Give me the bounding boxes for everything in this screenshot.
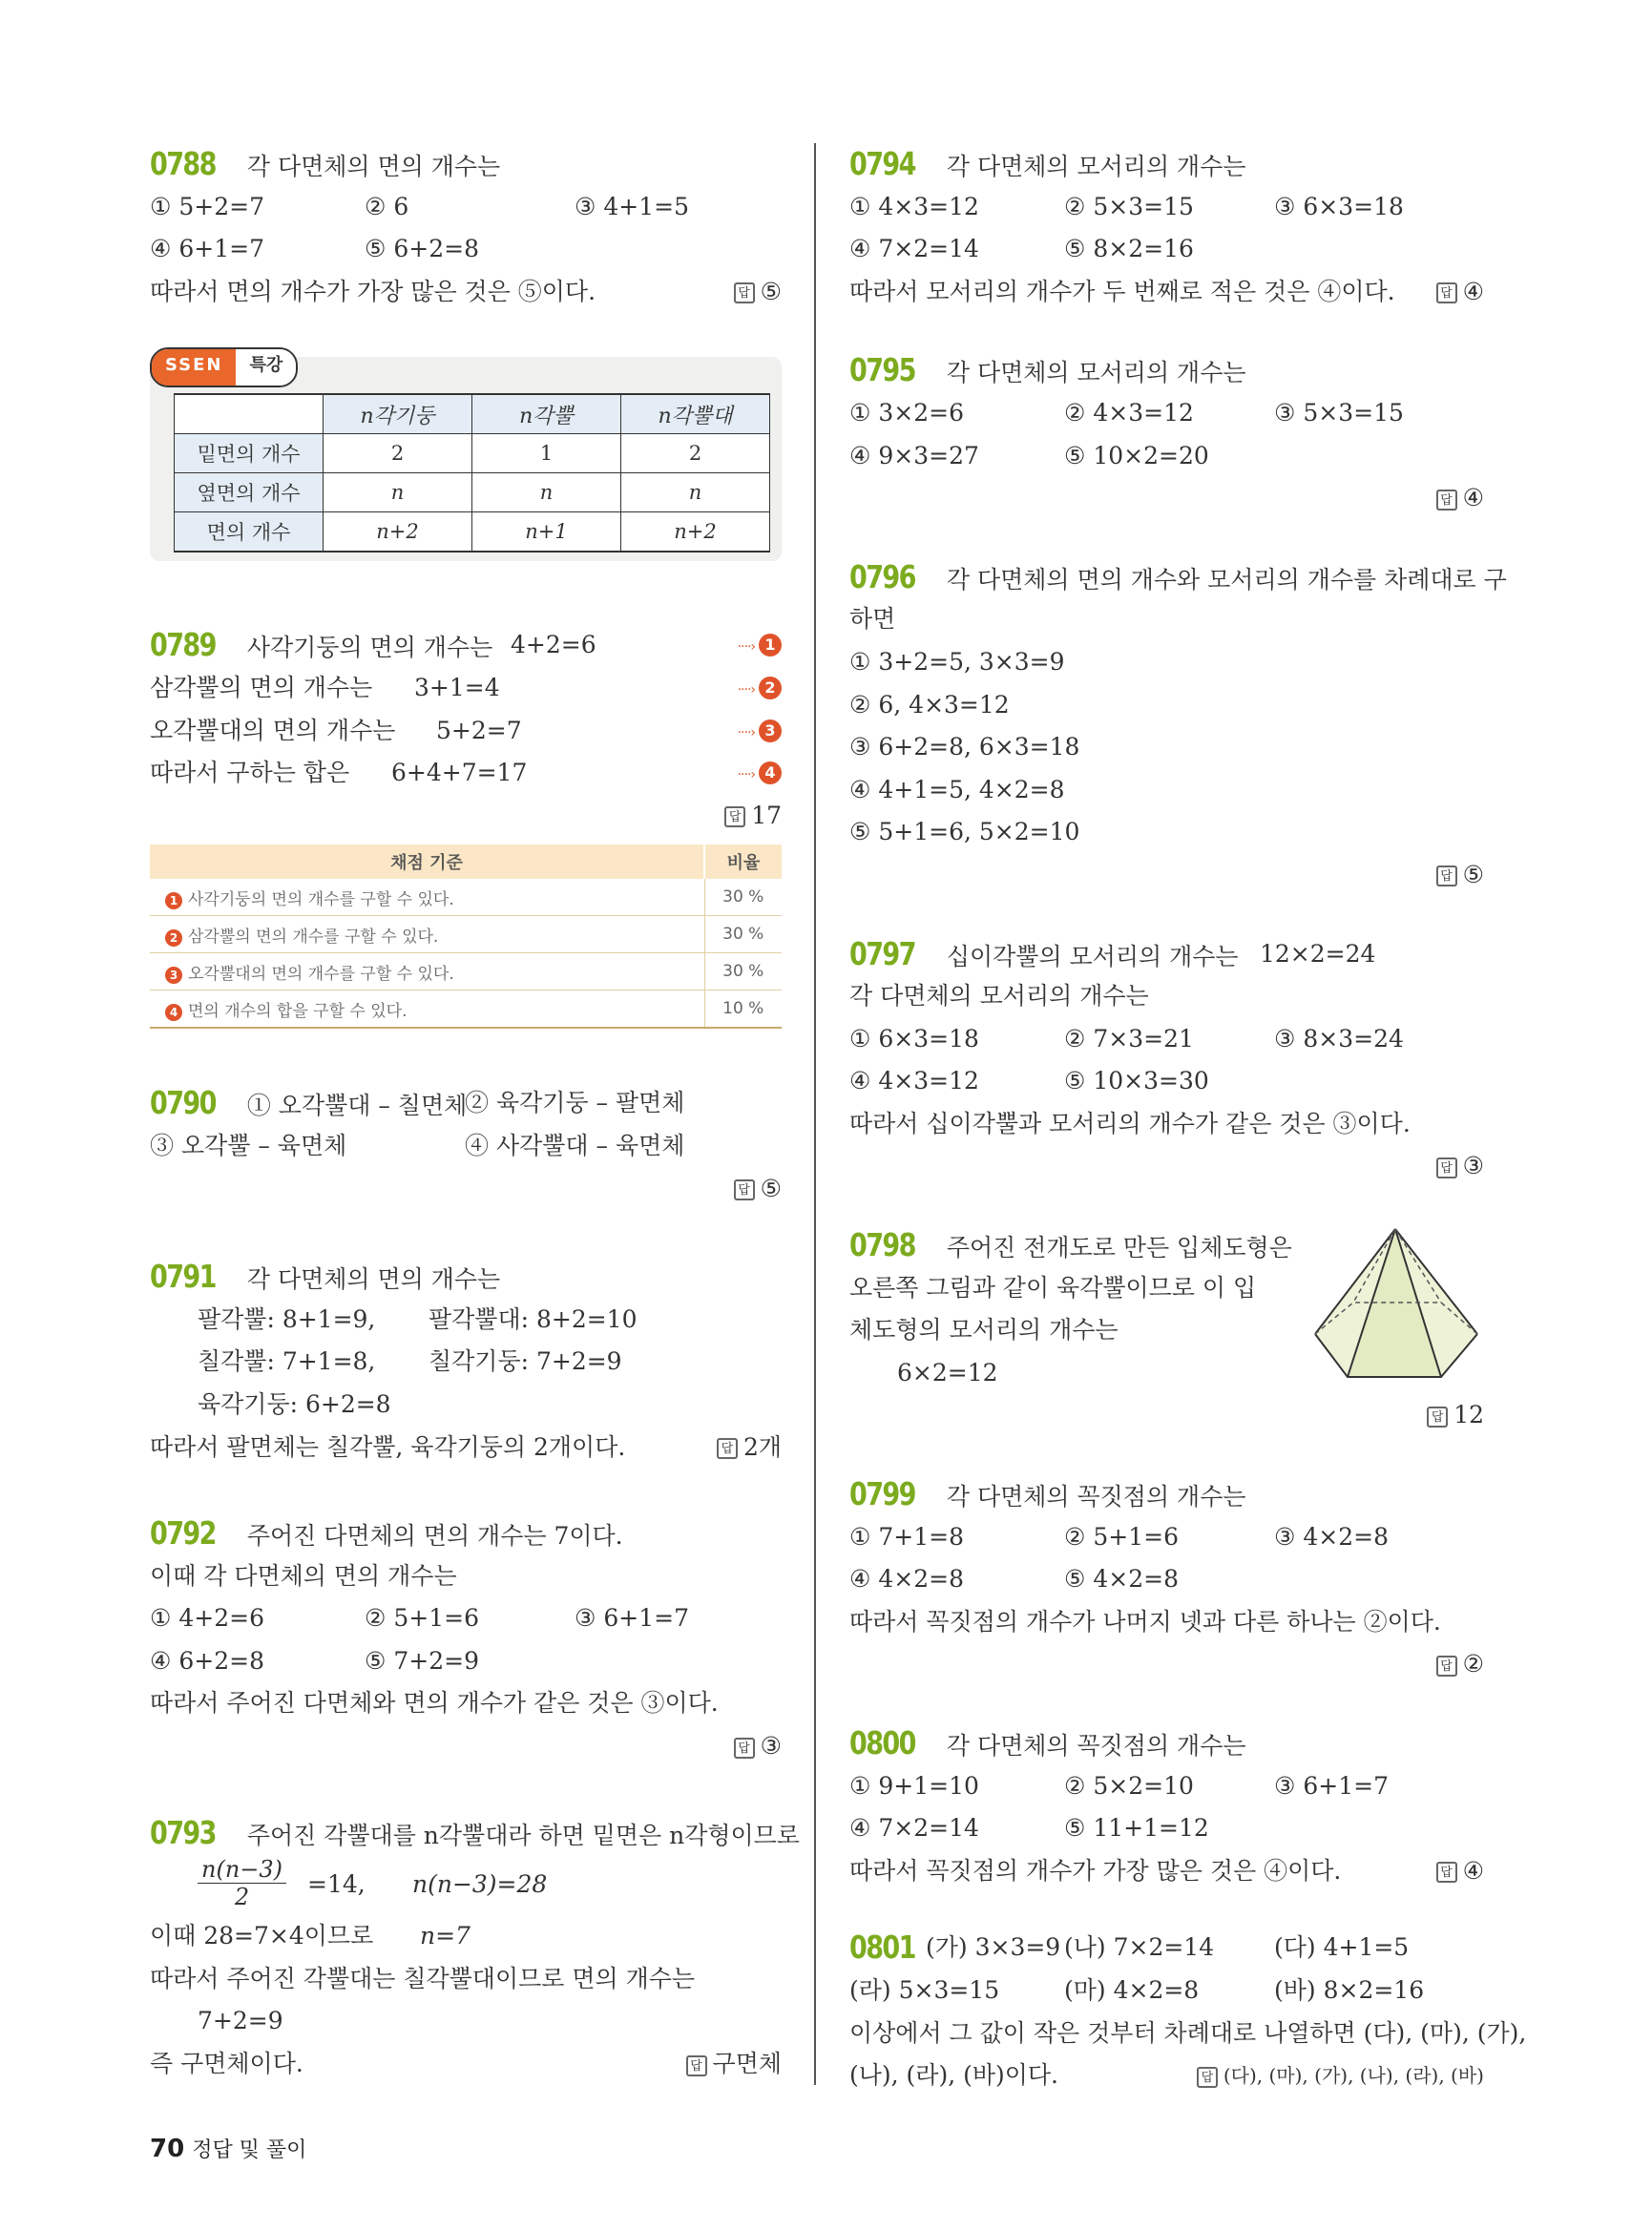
conclusion: 따라서 면의 개수가 가장 많은 것은 ⑤이다. — [150, 277, 596, 305]
column-divider — [814, 143, 816, 2085]
special-lecture-box — [150, 347, 782, 561]
answer-icon: 답 — [1436, 282, 1457, 303]
fraction-denominator: 2 — [234, 1884, 250, 1911]
problem-text: 각 다면체의 모서리의 개수는 — [849, 982, 1149, 1011]
answer — [734, 271, 782, 314]
step-marker: ····› 3 — [738, 710, 782, 755]
problem-0792 — [150, 1512, 782, 1768]
conclusion: 따라서 꼭짓점의 개수가 나머지 넷과 다른 하나는 ②이다. — [849, 1607, 1441, 1636]
choice-3: ③ 6+1=7 — [1274, 1771, 1389, 1800]
problem-intro: 각 다면체의 꼭짓점의 개수는 — [946, 1483, 1246, 1512]
answer — [1197, 2054, 1484, 2097]
answer-value: ⑤ — [760, 277, 782, 305]
choice-3: ③ 오각뿔 – 육면체 — [150, 1131, 347, 1159]
choice-2: ② 4×3=12 — [1064, 398, 1194, 427]
answer-value: 2개 — [742, 1432, 782, 1461]
table-corner — [175, 394, 324, 434]
choice-1: ① 6×3=18 — [849, 1024, 979, 1053]
tag-label: 특강 — [236, 349, 296, 386]
table-row — [175, 473, 770, 512]
problem-text: 이때 각 다면체의 면의 개수는 — [150, 1561, 457, 1590]
choice-4: ④ 6+1=7 — [150, 235, 264, 263]
problem-0795 — [849, 349, 1484, 519]
fraction-numerator: n(n−3) — [198, 1856, 286, 1884]
step-marker: ····› 2 — [738, 667, 782, 712]
choice-4: ④ 4+1=5, 4×2=8 — [849, 775, 1065, 803]
criterion-text: 사각기둥의 면의 개수를 구할 수 있다. — [188, 889, 454, 909]
answer — [734, 1725, 782, 1768]
problem-0800 — [849, 1722, 1484, 1892]
conclusion: 따라서 팔면체는 칠각뿔, 육각기둥의 2개이다. — [150, 1432, 626, 1461]
choice-3: ③ 4+1=5 — [575, 192, 689, 220]
choice-4: ④ 4×2=8 — [849, 1565, 964, 1594]
problem-intro: 각 다면체의 면의 개수와 모서리의 개수를 차례대로 구 — [946, 565, 1507, 594]
choice-2: ② 5+1=6 — [1064, 1522, 1179, 1551]
problem-number: 0800 — [849, 1724, 915, 1762]
table-row — [150, 990, 782, 1029]
step-number: 2 — [165, 929, 182, 947]
choice-1: ① 5+2=7 — [150, 192, 264, 220]
choice-5: ⑤ 7+2=9 — [365, 1646, 479, 1675]
table-cell: n — [621, 473, 770, 512]
row-label: 옆면의 개수 — [175, 473, 324, 512]
problem-number: 0790 — [150, 1084, 216, 1122]
choice-1: ① 9+1=10 — [849, 1771, 979, 1800]
table-header: n각기둥 — [324, 394, 472, 434]
step-number: 3 — [165, 967, 182, 984]
problem-text: 이때 28=7×4이므로 — [150, 1922, 374, 1950]
step-number: 1 — [759, 634, 782, 657]
answer — [1436, 1145, 1484, 1188]
table-row — [150, 916, 782, 953]
table-cell: n+2 — [621, 512, 770, 553]
answer — [1436, 1850, 1484, 1893]
problem-intro: 각 다면체의 모서리의 개수는 — [946, 153, 1246, 180]
grading-criteria-table — [150, 844, 782, 1029]
equation: n=7 — [420, 1922, 471, 1950]
criterion-ratio: 30 % — [704, 916, 782, 953]
problem-text: 체도형의 모서리의 개수는 — [849, 1316, 1119, 1345]
item: 칠각뿔: 7+1=8, — [198, 1347, 376, 1376]
answer-value: (다), (마), (가), (나), (라), (바) — [1223, 2064, 1484, 2088]
problem-number: 0797 — [849, 934, 915, 972]
choice-2: ② 6 — [365, 192, 409, 220]
step-text: 따라서 구하는 합은 — [150, 759, 350, 787]
problem-number: 0798 — [849, 1226, 915, 1264]
choice-4: ④ 사각뿔대 – 육면체 — [465, 1131, 685, 1159]
answer — [1436, 477, 1484, 520]
problem-number: 0793 — [150, 1813, 216, 1851]
step-expression: 5+2=7 — [436, 716, 522, 744]
table-cell: 2 — [621, 434, 770, 473]
special-lecture-tag — [150, 347, 298, 387]
answer-icon: 답 — [724, 806, 745, 827]
table-cell: 1 — [472, 434, 621, 473]
table-cell: n — [472, 473, 621, 512]
item-ba: (바) 8×2=16 — [1274, 1975, 1425, 2004]
problem-number: 0792 — [150, 1514, 216, 1553]
item: 팔각뿔: 8+1=9, — [198, 1304, 376, 1333]
footer-title: 정답 및 풀이 — [192, 2138, 307, 2162]
fraction — [198, 1856, 286, 1910]
problem-intro: 주어진 전개도로 만든 입체도형은 — [946, 1234, 1292, 1262]
choice-2: ② 5×3=15 — [1064, 192, 1194, 220]
criterion-ratio: 10 % — [704, 990, 782, 1029]
criterion-text: 면의 개수의 합을 구할 수 있다. — [188, 1001, 408, 1021]
problem-text: 이상에서 그 값이 작은 것부터 차례대로 나열하면 (다), (마), (가), — [849, 2018, 1527, 2047]
answer — [686, 2043, 782, 2086]
step-number: 4 — [759, 761, 782, 784]
step-expression: 6+4+7=17 — [391, 759, 528, 787]
problem-number: 0799 — [849, 1475, 915, 1513]
polyhedron-face-table — [174, 393, 770, 553]
choice-3: ③ 6+2=8, 6×3=18 — [849, 733, 1080, 761]
problem-0791 — [150, 1256, 782, 1469]
answer-value: 17 — [751, 801, 782, 829]
choice-2: ② 6, 4×3=12 — [849, 690, 1010, 719]
equation: 7+2=9 — [198, 2007, 283, 2035]
table-row — [175, 434, 770, 473]
right-column — [849, 143, 1527, 2097]
problem-0790 — [150, 1082, 782, 1210]
answer-icon: 답 — [1197, 2067, 1218, 2088]
step-text: 오각뿔대의 면의 개수는 — [150, 716, 396, 744]
answer-value: ④ — [1462, 484, 1484, 512]
grading-header: 채점 기준 — [150, 844, 704, 879]
problem-0798 — [849, 1224, 1484, 1437]
answer-value: 12 — [1453, 1401, 1484, 1429]
answer-value: ② — [1462, 1650, 1484, 1678]
page-number: 70 — [150, 2135, 185, 2163]
table-row — [175, 512, 770, 553]
problem-intro: 각 다면체의 꼭짓점의 개수는 — [946, 1732, 1246, 1760]
problem-intro: 각 다면체의 면의 개수는 — [246, 153, 501, 180]
criterion-text: 삼각뿔의 면의 개수를 구할 수 있다. — [188, 927, 439, 947]
table-row — [150, 879, 782, 916]
answer-icon: 답 — [686, 2055, 707, 2076]
choice-2: ② 육각기둥 – 팔면체 — [465, 1089, 685, 1117]
problem-number: 0794 — [849, 145, 915, 182]
item: 칠각기둥: 7+2=9 — [429, 1347, 622, 1376]
item-ma: (마) 4×2=8 — [1064, 1975, 1200, 2004]
problem-number: 0796 — [849, 557, 915, 595]
problem-intro: 하면 — [849, 605, 896, 634]
answer-icon: 답 — [717, 1438, 738, 1459]
item: 팔각뿔대: 8+2=10 — [429, 1304, 638, 1333]
answer-icon: 답 — [734, 1179, 755, 1200]
step-marker: ····› 1 — [738, 624, 782, 669]
conclusion: 따라서 모서리의 개수가 두 번째로 적은 것은 ④이다. — [849, 277, 1395, 305]
problem-number: 0795 — [849, 351, 915, 389]
answer-value: ⑤ — [760, 1174, 782, 1202]
answer-value: ③ — [1462, 1152, 1484, 1180]
problem-0794 — [849, 143, 1484, 313]
criterion-ratio: 30 % — [704, 953, 782, 990]
table-cell: n+1 — [472, 512, 621, 553]
left-column — [150, 143, 800, 2086]
choice-5: ⑤ 8×2=16 — [1064, 235, 1194, 263]
conclusion: (나), (라), (바)이다. — [849, 2061, 1059, 2090]
problem-0796 — [849, 556, 1507, 897]
table-header: n각뿔 — [472, 394, 621, 434]
answer-value: ④ — [1462, 277, 1484, 305]
step-expression: 3+1=4 — [414, 673, 500, 701]
equation: 6×2=12 — [897, 1358, 998, 1387]
choice-4: ④ 7×2=14 — [849, 235, 979, 263]
choice-3: ③ 4×2=8 — [1274, 1522, 1389, 1551]
grading-ratio-header: 비율 — [704, 844, 782, 879]
table-row — [150, 953, 782, 990]
problem-text: 오른쪽 그림과 같이 육각뿔이므로 이 입 — [849, 1273, 1257, 1302]
problem-number: 0791 — [150, 1258, 216, 1296]
answer — [1427, 1394, 1484, 1437]
problem-text: 따라서 주어진 각뿔대는 칠각뿔대이므로 면의 개수는 — [150, 1964, 696, 1992]
page-footer — [150, 2134, 306, 2163]
conclusion: 따라서 십이각뿔과 모서리의 개수가 같은 것은 ③이다. — [849, 1109, 1411, 1137]
problem-intro: 십이각뿔의 모서리의 개수는 — [946, 942, 1239, 970]
choice-1: ① 7+1=8 — [849, 1522, 964, 1551]
answer — [1436, 1643, 1484, 1686]
choice-3: ③ 8×3=24 — [1274, 1024, 1404, 1053]
problem-0789 — [150, 624, 782, 837]
answer-value: ④ — [1462, 1856, 1484, 1885]
step-marker: ····› 4 — [738, 752, 782, 797]
equation: 12×2=24 — [1260, 939, 1376, 968]
answer — [734, 1168, 782, 1211]
answer-icon: 답 — [1436, 490, 1457, 511]
step-number: 1 — [165, 892, 182, 909]
answer — [717, 1427, 782, 1470]
choice-1: ① 3×2=6 — [849, 398, 964, 427]
answer-icon: 답 — [734, 1738, 755, 1759]
choice-1: ① 오각뿔대 – 칠면체 — [246, 1092, 468, 1120]
choice-5: ⑤ 10×2=20 — [1064, 441, 1209, 469]
choice-5: ⑤ 6+2=8 — [365, 235, 479, 263]
step-expression: 4+2=6 — [511, 631, 596, 659]
answer-icon: 답 — [734, 282, 755, 303]
step-number: 4 — [165, 1004, 182, 1021]
table-cell: 2 — [324, 434, 472, 473]
answer-value: ③ — [760, 1732, 782, 1761]
choice-4: ④ 7×2=14 — [849, 1814, 979, 1843]
answer — [724, 795, 782, 838]
conclusion: 따라서 꼭짓점의 개수가 가장 많은 것은 ④이다. — [849, 1856, 1342, 1885]
problem-0799 — [849, 1473, 1484, 1686]
item-da: (다) 4+1=5 — [1274, 1933, 1410, 1962]
choice-4: ④ 4×3=12 — [849, 1067, 979, 1095]
step-text: 삼각뿔의 면의 개수는 — [150, 673, 373, 701]
choice-4: ④ 6+2=8 — [150, 1646, 264, 1675]
tag-brand: SSEN — [152, 349, 236, 386]
answer-icon: 답 — [1436, 1862, 1457, 1883]
table-cell: n — [324, 473, 472, 512]
choice-1: ① 4×3=12 — [849, 192, 979, 220]
conclusion: 따라서 주어진 다면체와 면의 개수가 같은 것은 ③이다. — [150, 1689, 719, 1718]
problem-intro: 각 다면체의 면의 개수는 — [246, 1265, 501, 1294]
equation: n(n−3)=28 — [412, 1870, 548, 1899]
answer — [1436, 854, 1484, 897]
problem-0793 — [150, 1812, 800, 2086]
criterion-text: 오각뿔대의 면의 개수를 구할 수 있다. — [188, 964, 454, 984]
step-number: 2 — [759, 677, 782, 699]
choice-5: ⑤ 5+1=6, 5×2=10 — [849, 818, 1080, 846]
choice-2: ② 5×2=10 — [1064, 1771, 1194, 1800]
choice-1: ① 3+2=5, 3×3=9 — [849, 647, 1065, 676]
problem-intro: 각 다면체의 모서리의 개수는 — [946, 359, 1246, 387]
row-label: 면의 개수 — [175, 512, 324, 553]
row-label: 밑면의 개수 — [175, 434, 324, 473]
problem-intro: 주어진 각뿔대를 n각뿔대라 하면 밑면은 n각형이므로 — [246, 1821, 800, 1849]
table-cell: n+2 — [324, 512, 472, 553]
choice-3: ③ 6+1=7 — [575, 1604, 689, 1633]
choice-3: ③ 5×3=15 — [1274, 398, 1404, 427]
problem-intro: 주어진 다면체의 면의 개수는 7이다. — [246, 1522, 623, 1551]
conclusion: 즉 구면체이다. — [150, 2050, 303, 2078]
item: 육각기둥: 6+2=8 — [198, 1389, 391, 1418]
problem-number: 0788 — [150, 145, 216, 182]
choice-4: ④ 9×3=27 — [849, 441, 979, 469]
choice-1: ① 4+2=6 — [150, 1604, 264, 1633]
item-na: (나) 7×2=14 — [1064, 1933, 1215, 1962]
answer-icon: 답 — [1436, 1656, 1457, 1677]
answer-icon: 답 — [1436, 865, 1457, 886]
answer-icon: 답 — [1427, 1407, 1448, 1428]
choice-3: ③ 6×3=18 — [1274, 192, 1404, 220]
answer-value: ⑤ — [1462, 860, 1484, 888]
equation: =14, — [307, 1870, 366, 1899]
choice-2: ② 5+1=6 — [365, 1604, 479, 1633]
choice-5: ⑤ 10×3=30 — [1064, 1067, 1209, 1095]
problem-0801 — [849, 1927, 1527, 2096]
problem-0788 — [150, 143, 782, 313]
step-number: 3 — [759, 719, 782, 742]
choice-5: ⑤ 11+1=12 — [1064, 1814, 1209, 1843]
answer-icon: 답 — [1436, 1157, 1457, 1178]
problem-number: 0789 — [150, 626, 216, 664]
problem-0797 — [849, 933, 1484, 1189]
item-ga: (가) 3×3=9 — [926, 1933, 1061, 1962]
table-header: n각뿔대 — [621, 394, 770, 434]
problem-number: 0801 — [849, 1929, 915, 1967]
item-ra: (라) 5×3=15 — [849, 1975, 1000, 2004]
step-text: 사각기둥의 면의 개수는 — [246, 634, 493, 662]
choice-5: ⑤ 4×2=8 — [1064, 1565, 1179, 1594]
choice-2: ② 7×3=21 — [1064, 1024, 1194, 1053]
criterion-ratio: 30 % — [704, 879, 782, 916]
answer-value: 구면체 — [712, 2050, 782, 2078]
answer — [1436, 271, 1484, 314]
